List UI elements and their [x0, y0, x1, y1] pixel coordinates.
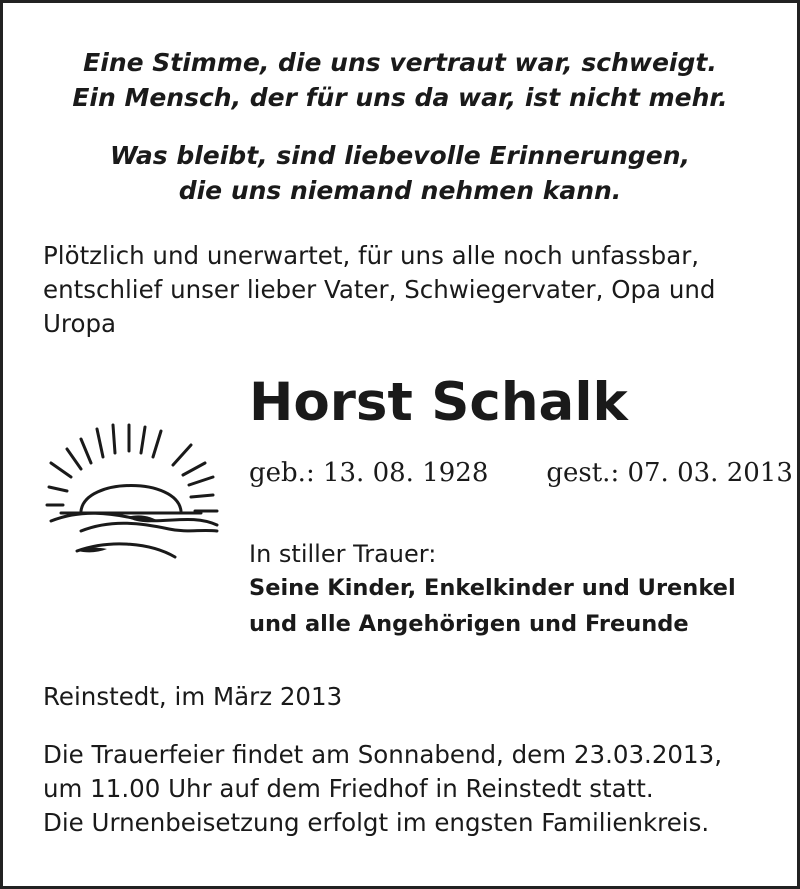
announcement-line: Uropa [43, 309, 117, 338]
life-dates [249, 455, 793, 491]
funeral-info-line: um 11.00 Uhr auf dem Friedhof in Reinstedt statt. [43, 774, 654, 803]
birth-date: geb.: 13. 08. 1928 [249, 458, 489, 488]
verse-stanza-2 [3, 138, 797, 208]
announcement-text [43, 239, 763, 341]
mourners-list [249, 570, 736, 642]
announcement-line: entschlief unser lieber Vater, Schwiegervater, Opa und [43, 275, 716, 304]
funeral-info [43, 738, 763, 840]
mourners-line: Seine Kinder, Enkelkinder und Urenkel [249, 575, 736, 601]
place-date-text: Reinstedt, im März 2013 [43, 682, 343, 711]
deceased-name: Horst Schalk [249, 372, 628, 433]
verse-line: die uns niemand nehmen kann. [178, 176, 622, 205]
death-date: gest.: 07. 03. 2013 [546, 458, 793, 488]
mourners-line: und alle Angehörigen und Freunde [249, 611, 689, 637]
sunset-over-hills-icon [41, 421, 221, 563]
announcement-line: Plötzlich und unerwartet, für uns alle noch unfassbar, [43, 241, 700, 270]
place-date [43, 680, 763, 714]
funeral-info-line: Die Trauerfeier findet am Sonnabend, dem 23.03.2013, [43, 740, 722, 769]
funeral-info-line: Die Urnenbeisetzung erfolgt im engsten Familienkreis. [43, 808, 710, 837]
verse-line: Ein Mensch, der für uns da war, ist nicht mehr. [72, 83, 728, 112]
mourning-intro: In stiller Trauer: [249, 540, 437, 568]
verse-line: Was bleibt, sind liebevolle Erinnerungen, [109, 141, 691, 170]
verse-stanza-1 [3, 45, 797, 115]
verse-line: Eine Stimme, die uns vertraut war, schweigt. [83, 48, 717, 77]
